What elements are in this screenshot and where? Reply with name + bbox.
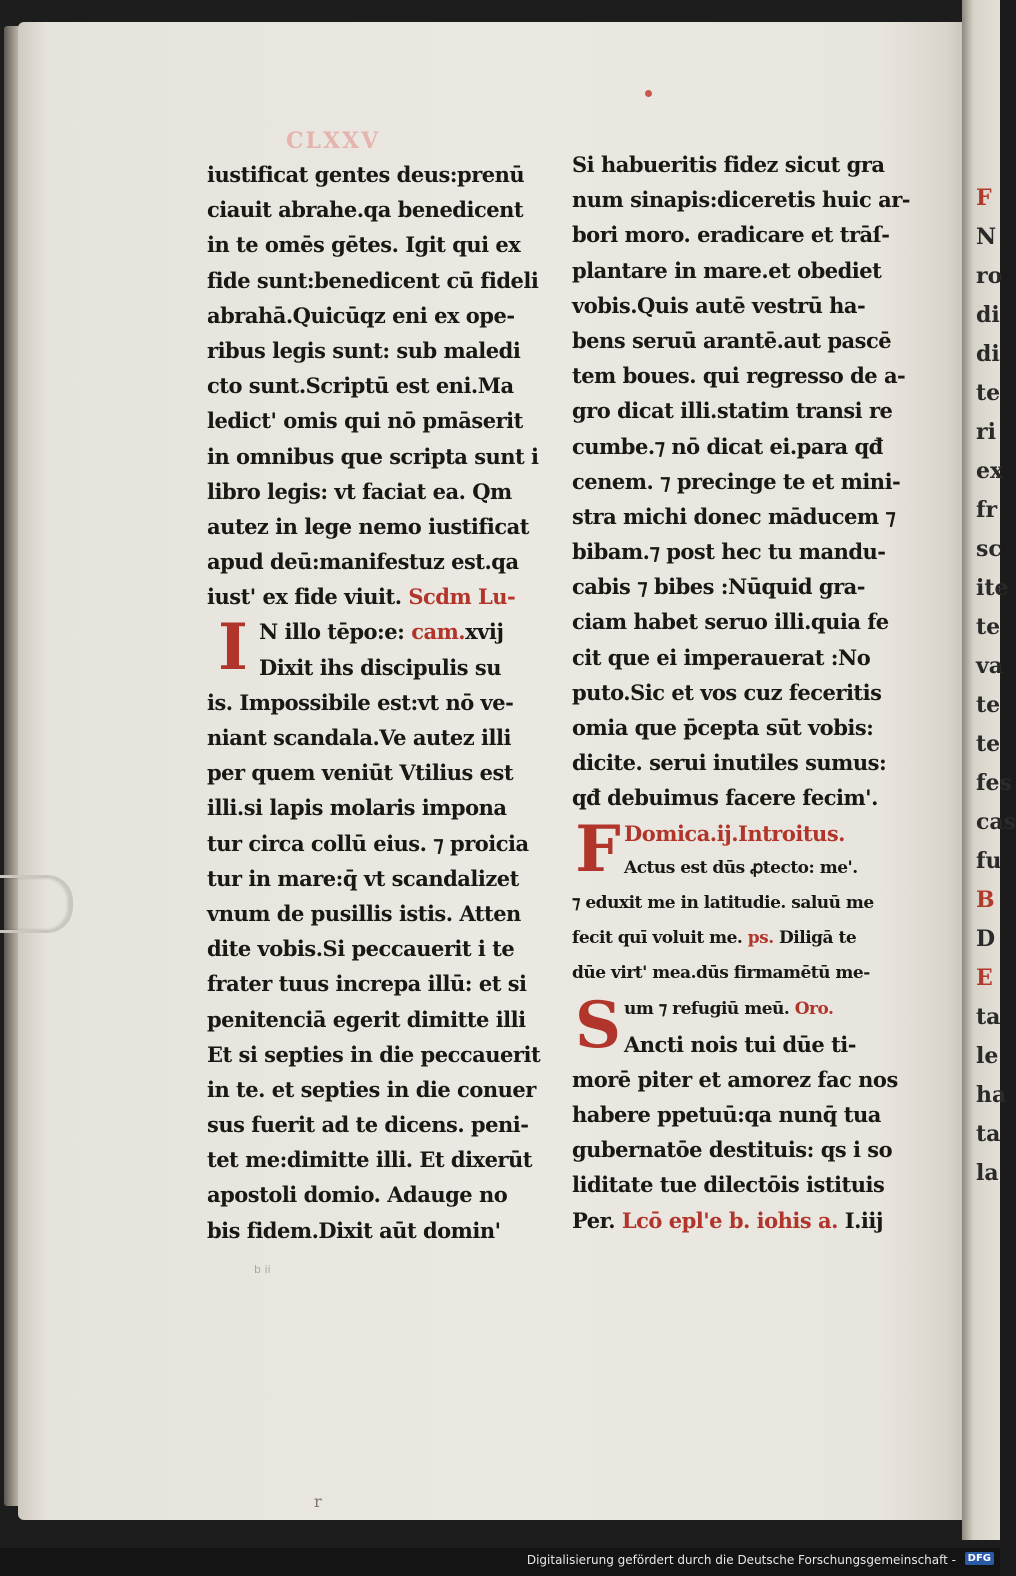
text-line [207,368,542,403]
text-line [207,298,542,333]
text-line [207,755,542,790]
line-text: cto sunt.Scriptū est eni.Ma [207,373,514,399]
line-text: libro legis: vt faciat ea. Qm [207,478,512,504]
text-line [207,192,542,227]
right-initial2-lines [624,992,907,1062]
line-text: fide sunt:benedicent cū fideli [207,267,539,293]
line-text: dūe virt' mea.dūs firmamētū me- [572,963,870,984]
adjacent-page-fragment: ro [976,263,1003,289]
right-initial-block-2 [572,987,907,1063]
right-text-column [572,147,911,1238]
line-text: tur circa collū eius. ⁊ proicia [207,830,529,856]
text-line [572,217,907,252]
text-line [207,1037,542,1072]
line-text: apud deū:manifestuz est.qa [207,549,519,575]
line-text: habere ppetuū:qa nunq̄ tua [572,1102,881,1128]
digitization-footer [0,1548,1000,1576]
text-line [207,861,542,896]
text-line [572,288,907,323]
adjacent-page-fragment: N [976,224,997,250]
text-line [207,1072,542,1107]
text-line [572,147,907,182]
line-text: is. Impossibile est:vt nō ve- [207,689,514,715]
rubricated-initial-i: I [218,610,248,686]
line-text: apostoli domio. Adauge no [207,1182,508,1208]
adjacent-page-fragment: te [976,692,1001,718]
text-line [572,499,907,534]
text-line [207,790,542,825]
line-text: um ⁊ refugiū meū. [624,998,795,1019]
line-text: cit que ei imperauerat :No [572,644,871,670]
line-text: omia que p̄cepta sūt vobis: [572,715,874,740]
adjacent-page-fragment: F [976,185,992,211]
rubric-text: Lcō epl'e b. iohis a. [621,1207,845,1233]
line-text: bori moro. eradicare et trāſ- [572,222,890,248]
adjacent-page-fragment: te [976,614,1001,640]
line-text: bens seruū arantē.aut pascē [572,327,892,353]
adjacent-page-fragment: fr [976,497,998,523]
rubric-text: ps. [747,928,774,949]
line-text: niant scandala.Ve autez illi [207,725,511,750]
line-text: in te. et septies in die conuer [207,1076,536,1102]
line-text: tur in mare:q̄ vt scandalizet [207,865,519,891]
right-lines-part3 [572,1062,907,1238]
text-line [207,439,542,474]
text-line [207,931,542,966]
line-text: plantare in mare.et obediet [572,257,882,283]
line-text: tem boues. qui regresso de a- [572,363,906,389]
adjacent-page-edge [962,0,1016,1540]
line-text: tet me:dimitte illi. Et dixerūt [207,1147,532,1173]
line-text: num sinapis:diceretis huic ar- [572,187,911,213]
text-line [572,921,907,956]
line-text: liditate tue dilectōis istituis [572,1172,885,1198]
line-text: xvij [465,619,504,645]
adjacent-page-fragment: le [976,1043,999,1069]
line-text: ciauit abrahe.qa benedicent [207,197,524,223]
adjacent-page-fragment: sc [976,536,1002,562]
line-text: ciam habet seruo illi.quia fe [572,609,889,635]
line-text: Per. [572,1207,622,1233]
text-line [572,604,907,639]
text-line [207,685,542,720]
adjacent-page-fragment: ha [976,1082,1007,1108]
red-ink-spot [645,90,652,97]
adjacent-page-fragment: ite [976,575,1009,601]
left-text-column [207,157,542,1248]
text-line [207,157,542,192]
text-line [207,1177,542,1212]
text-line [624,1027,907,1062]
text-line [624,992,907,1027]
text-line [207,1213,542,1248]
line-text: cumbe.⁊ nō dicat ei.para qđ [572,433,883,459]
text-line [572,675,907,710]
adjacent-page-fragment: cas [976,809,1016,835]
text-line [207,403,542,438]
line-text: cenem. ⁊ precinge te et mini- [572,468,901,494]
text-line [207,826,542,861]
text-line [259,650,542,685]
adjacent-page-fragment: la [976,1160,999,1186]
text-line [572,956,907,991]
line-text: Dixit ihs discipulis su [259,654,501,680]
adjacent-page-fragment: D [976,926,996,952]
line-text: penitenciā egerit dimitte illi [207,1006,526,1032]
text-line [207,720,542,755]
line-text: N illo tēpo:e: [259,619,412,645]
adjacent-page-fragment: ex [976,458,1004,484]
adjacent-page-fragment: ta [976,1121,1001,1147]
line-text: morē piter et amorez fac nos [572,1066,898,1092]
text-line [572,393,907,428]
text-line [572,253,907,288]
text-line [572,1062,907,1097]
right-initial1-lines [624,816,907,886]
adjacent-page-fragment: te [976,380,1001,406]
text-line [207,579,542,614]
text-line [207,896,542,931]
line-text: dicite. serui inutiles sumus: [572,750,887,776]
line-text: ledict' omis qui nō pmāserit [207,408,523,434]
line-text: bis fidem.Dixit aūt domin' [207,1217,501,1243]
line-text: Diligā te [773,928,857,949]
line-text: autez in lege nemo iustificat [207,513,529,539]
text-line [572,182,911,217]
right-initial-block-1 [572,811,907,887]
text-line [572,429,907,464]
line-text: fecit quī voluit me. [572,928,748,949]
text-line [207,509,542,544]
rubric-text: Domica.ij.Introitus. [624,820,845,846]
dfg-logo: DFG [965,1552,994,1565]
text-line [207,263,542,298]
line-text: gro dicat illi.statim transi re [572,398,893,424]
adjacent-page-fragment: di [976,341,1000,367]
line-text: vobis.Quis autē vestrū ha- [572,292,866,318]
text-line [207,474,542,509]
footer-credit: Digitalisierung gefördert durch die Deutsche Forschungsgemeinschaft - [526,1553,956,1567]
text-line [207,544,542,579]
adjacent-page-fragment: va [976,653,1004,679]
text-line [207,333,542,368]
text-line [572,323,907,358]
line-text: qđ debuimus facere fecim'. [572,785,878,811]
text-line [572,710,907,745]
line-text: iustificat gentes deus:prenū [207,162,525,187]
line-text: frater tuus increpa illū: et si [207,971,527,997]
adjacent-page-fragment: fes [976,770,1012,796]
text-line [572,1203,907,1238]
text-line [207,227,542,262]
left-lines-before-initial [207,157,542,614]
line-text: illi.si lapis molaris impona [207,795,507,821]
line-text: in omnibus que scripta sunt i [207,443,539,469]
line-text: stra michi donec māducem ⁊ [572,503,896,529]
text-line [572,640,907,675]
line-text: I.iij [844,1207,883,1233]
adjacent-page-fragment: ri [976,419,996,445]
adjacent-page-fragment: B [976,887,995,913]
line-text: bibam.⁊ post hec tu mandu- [572,539,886,565]
left-lines-after-initial [207,685,542,1248]
line-text: cabis ⁊ bibes :Nūquid gra- [572,574,865,600]
left-initial-lines [259,614,542,684]
rubric-text: Oro. [794,998,834,1019]
line-text: in te omēs gētes. Igit qui ex [207,232,521,258]
right-lines-part1 [572,147,911,816]
rubricated-initial-f: F [575,811,621,887]
text-line [572,534,907,569]
text-line [572,1167,907,1202]
rubricated-initial-s: S [574,987,622,1063]
page-clip [0,875,73,933]
text-line [572,886,907,921]
adjacent-page-fragment: te [976,731,1001,757]
line-text: gubernatōe destituis: qs i so [572,1137,893,1163]
line-text: sus fuerit ad te dicens. peni- [207,1112,529,1138]
line-text: vnum de pusillis istis. Atten [207,900,521,926]
line-text: per quem veniūt Vtilius est [207,760,514,786]
bottom-scratch-mark: r [314,1492,322,1511]
line-text: dite vobis.Si peccauerit i te [207,936,515,962]
text-line [207,1002,542,1037]
text-line [572,780,907,815]
text-line [624,851,907,886]
text-line [572,1132,907,1167]
text-line [624,816,907,851]
rubric-text: cam. [411,619,466,645]
text-line [572,1097,907,1132]
text-line [572,745,907,780]
text-line [572,464,907,499]
line-text: abrahā.Quicūqz eni ex ope- [207,302,515,328]
line-text: iust' ex fide viuit. [207,584,409,610]
right-lines-part2 [572,886,907,992]
faint-signature-mark: b ii [254,1263,271,1276]
rubric-text: Scdm Lu- [408,584,516,610]
adjacent-page-fragment: E [976,965,993,991]
line-text: Et si septies in die peccauerit [207,1041,541,1067]
adjacent-page-fragment: fu [976,848,1002,874]
adjacent-page-fragment: di [976,302,1000,328]
text-line [207,966,542,1001]
text-line [572,358,907,393]
left-initial-block [207,610,542,686]
text-line [207,1142,542,1177]
text-line [207,1107,542,1142]
line-text: Ancti nois tui dūe ti- [624,1031,856,1057]
faint-folio-number: CLXXV [286,128,381,154]
line-text: ⁊ eduxit me in latitudie. saluū me [572,892,874,913]
text-line [259,614,542,649]
line-text: ribus legis sunt: sub maledi [207,337,521,363]
line-text: Actus est dūs ꝓtecto: me'. [624,857,858,878]
adjacent-page-fragment: ta [976,1004,1001,1030]
line-text: Si habueritis fidez sicut gra [572,152,885,177]
line-text: puto.Sic et vos cuz feceritis [572,679,882,705]
text-line [572,569,907,604]
